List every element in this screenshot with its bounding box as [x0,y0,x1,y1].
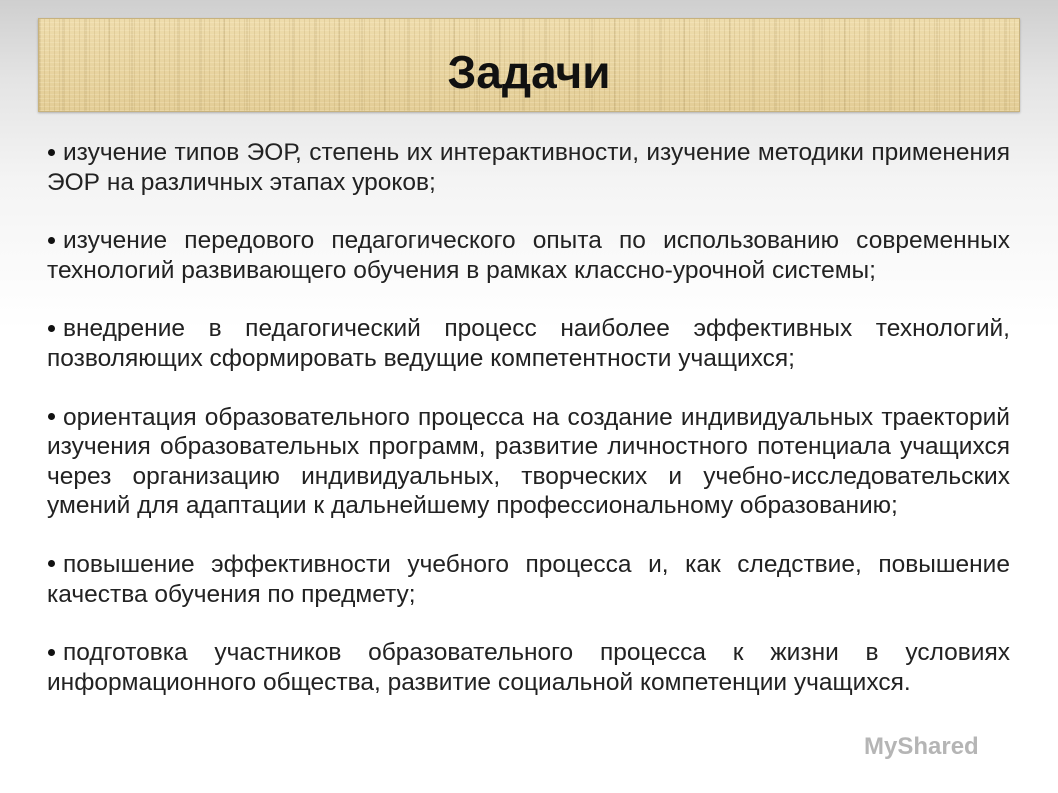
list-item [47,550,1010,609]
bullet-icon [48,560,55,567]
list-item-text: ориентация образовательного процесса на создание индивидуальных траекторий изучения образовательных программ, развитие личностного потенциала учащихся через организацию индивидуальных, творческих и учебно-исследовательских умений для адаптации к дальнейшему профессиональному образованию; [47,403,1010,520]
bullet-icon [48,649,55,656]
list-item-text: изучение передового педагогического опыта по использованию современных технологий развивающего обучения в рамках классно-урочной системы; [47,227,1010,284]
watermark: MyShared [864,733,979,760]
bullet-icon [48,325,55,332]
slide-title: Задачи [447,46,611,98]
list-item-text: изучение типов ЭОР, степень их интерактивности, изучение методики применения ЭОР на различных этапах уроков; [47,139,1010,196]
list-item [47,138,1010,197]
list-item [47,638,1010,697]
list-item [47,314,1010,373]
list-item [47,226,1010,285]
bullet-icon [48,413,55,420]
task-list [47,138,1010,726]
list-item-text: подготовка участников образовательного процесса к жизни в условиях информационного общества, развитие социальной компетенции учащихся. [47,639,1010,696]
list-item-text: повышение эффективности учебного процесса и, как следствие, повышение качества обучения по предмету; [47,550,1010,608]
bullet-icon [48,237,55,244]
list-item-text: внедрение в педагогический процесс наиболее эффективных технологий, позволяющих сформировать ведущие компетентности учащихся; [47,315,1010,372]
bullet-icon [48,149,55,156]
list-item [47,403,1010,521]
